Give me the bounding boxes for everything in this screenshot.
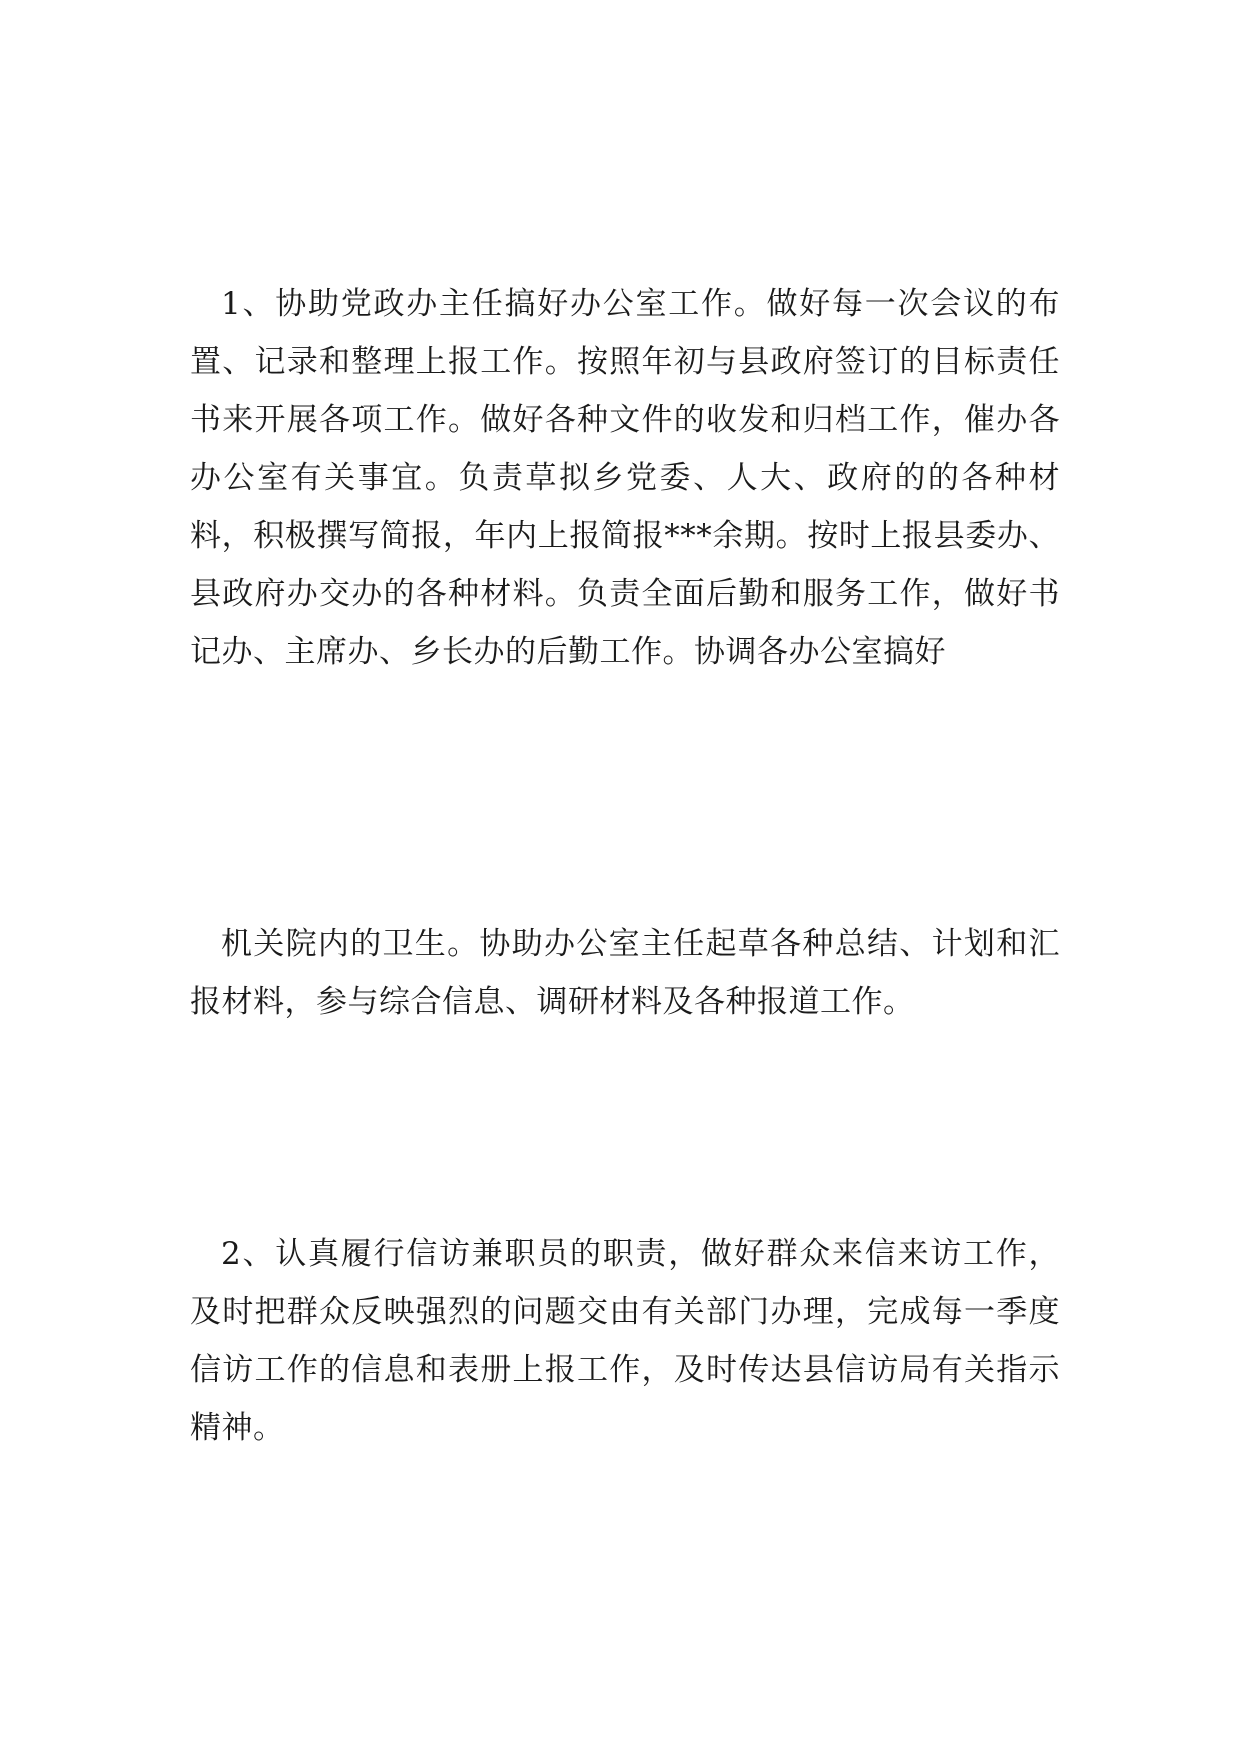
paragraph-duty-1: 1、协助党政办主任搞好办公室工作。做好每一次会议的布置、记录和整理上报工作。按照年初与县政府签订的目标责任书来开展各项工作。做好各种文件的收发和归档工作，催办各办公室有关事宜。负责草拟乡党委、人大、政府的的各种材料，积极撰写简报，年内上报简报***余期。按时上报县委办、县政府办交办的各种材料。负责全面后勤和服务工作，做好书记办、主席办、乡长办的后勤工作。协调各办公室搞好 [190, 286, 1060, 670]
paragraph-duty-2: 2、认真履行信访兼职员的职责，做好群众来信来访工作，及时把群众反映强烈的问题交由有关部门办理，完成每一季度信访工作的信息和表册上报工作，及时传达县信访局有关指示精神。 [190, 1236, 1060, 1446]
paragraph-duty-1-continued: 机关院内的卫生。协助办公室主任起草各种总结、计划和汇报材料，参与综合信息、调研材料及各种报道工作。 [190, 926, 1060, 1020]
